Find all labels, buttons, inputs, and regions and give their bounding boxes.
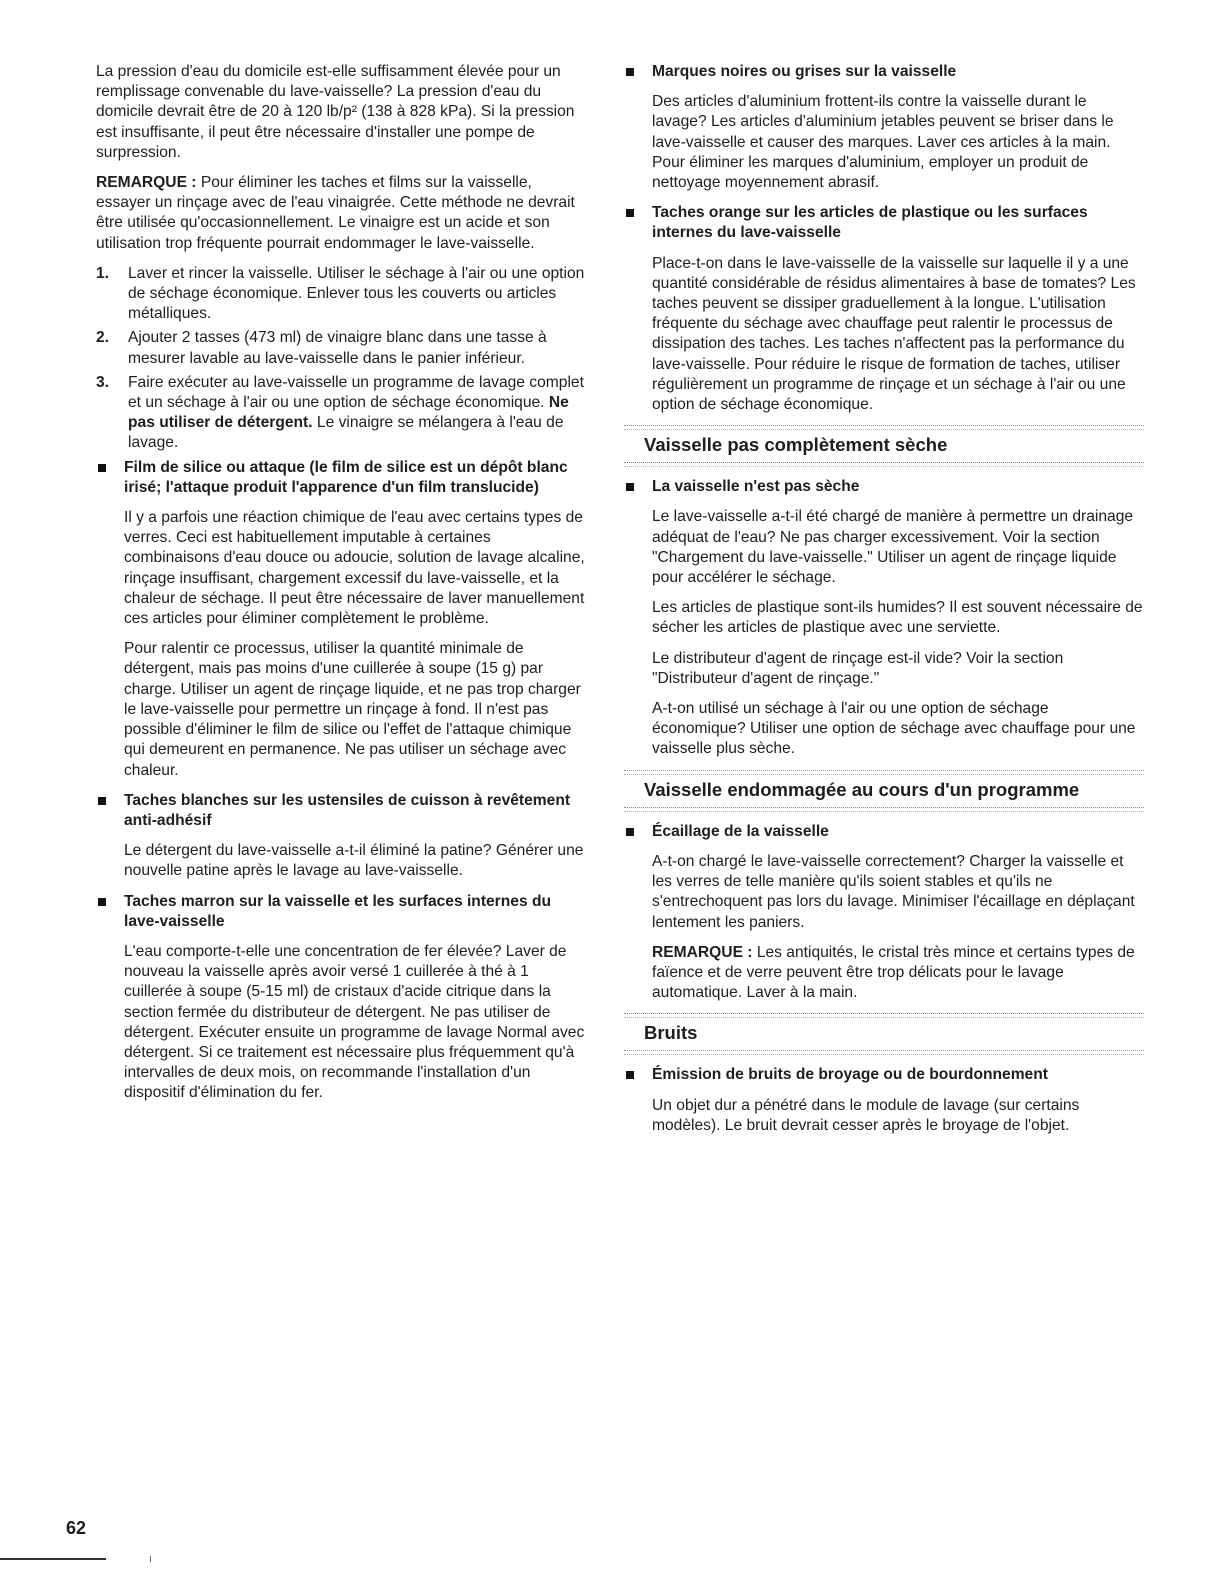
step-text: Laver et rincer la vaisselle. Utiliser le séchage à l'air ou une option de séchage économique. Enlever tous les couverts ou articles métalliques. bbox=[128, 264, 585, 323]
section-header-not-dry bbox=[624, 425, 1144, 467]
step-text: Ajouter 2 tasses (473 ml) de vinaigre blanc dans une tasse à mesurer lavable au lave-vaisselle dans le panier inférieur. bbox=[128, 329, 547, 367]
section-title: Bruits bbox=[644, 1022, 698, 1044]
bullet-square-icon bbox=[626, 68, 634, 76]
section-title: Vaisselle pas complètement sèche bbox=[644, 434, 948, 456]
note-text: Pour éliminer les taches et films sur la vaisselle, essayer un rinçage avec de l'eau vinaigrée. Cette méthode ne devrait être utilisée qu'occasionnellement. Le vinaigre est un acide et son utilisation trop fréquente pourrait endommager le lave-vaisselle. bbox=[96, 174, 575, 252]
bullet-heading-silica-film: Film de silice ou attaque (le film de silice est un dépôt blanc irisé; l'attaque produit l'apparence d'un film translucide) bbox=[96, 458, 588, 498]
brown-stains-paragraph: L'eau comporte-t-elle une concentration de fer élevée? Laver de nouveau la vaisselle après avoir versé 1 cuillerée à thé à 1 cuillerée à soupe (5-15 ml) de cristaux d'acide citrique dans la section fermée du distributeur de détergent. Ne pas utiliser de détergent. Exécuter ensuite un programme de lavage Normal avec détergent. Si ce traitement est nécessaire plus fréquemment qu'à intervalles de deux mois, on recommande l'installation d'un dispositif d'élimination du fer. bbox=[124, 942, 585, 1102]
orange-stains-paragraph: Place-t-on dans le lave-vaisselle de la vaisselle sur laquelle il y a une quantité considérable de résidus alimentaires à base de tomates? Les taches peuvent se dissiper graduellement à la longue. L'utilisation fréquente du séchage avec chauffage peut ralentir le processus de dissipation des taches. Les taches n'affectent pas la performance du lave-vaisselle. Pour réduire le risque de formation de taches, utiliser régulièrement un programme de rinçage et un séchage à l'air ou une option de séchage économique. bbox=[652, 254, 1136, 414]
bullet-square-icon bbox=[98, 797, 106, 805]
bullet-heading-orange-stains: Taches orange sur les articles de plastique ou les surfaces internes du lave-vaisselle bbox=[624, 203, 1144, 243]
intro-paragraph: La pression d'eau du domicile est-elle suffisamment élevée pour un remplissage convenable du lave-vaisselle? La pression d'eau du domicile devrait être de 20 à 120 lb/p² (138 à 828 kPa). Si la pression est insuffisante, il peut être nécessaire d'installer une pompe de surpression. bbox=[96, 63, 575, 161]
not-dry-paragraph-1: Le lave-vaisselle a-t-il été chargé de manière à permettre un drainage adéquat de l'eau? Ne pas charger excessivement. Voir la section "Chargement du lave-vaisselle." Utiliser un agent de rinçage liquide pour accélérer le séchage. bbox=[652, 508, 1134, 587]
bullet-heading-grinding-noise: Émission de bruits de broyage ou de bourdonnement bbox=[624, 1065, 1144, 1085]
right-column bbox=[624, 62, 1144, 1146]
chipping-paragraph: A-t-on chargé le lave-vaisselle correctement? Charger la vaisselle et les verres de telle manière qu'ils soient stables et qu'ils ne s'entrechoquent pas lors du lavage. Minimiser l'écaillage en déplaçant lentement les paniers. bbox=[652, 852, 1135, 931]
bullet-square-icon bbox=[626, 483, 634, 491]
note-text: Les antiquités, le cristal très mince et certains types de faïence et de verre peuvent être trop délicats pour le lavage automatique. Laver à la main. bbox=[652, 943, 1135, 1002]
page-number: 62 bbox=[66, 1518, 87, 1538]
step-number: 1. bbox=[96, 264, 110, 282]
bullet-square-icon bbox=[626, 1071, 634, 1079]
bullet-square-icon bbox=[98, 464, 106, 472]
left-column bbox=[96, 62, 588, 1114]
step-1 bbox=[96, 264, 588, 325]
step-text: Faire exécuter au lave-vaisselle un programme de lavage complet et un séchage à l'air ou une option de séchage économique. bbox=[128, 373, 584, 412]
step-bold-warning: Ne pas utiliser de détergent. bbox=[128, 394, 569, 432]
grinding-noise-paragraph: Un objet dur a pénétré dans le module de lavage (sur certains modèles). Le bruit devrait cesser après le broyage de l'objet. bbox=[652, 1096, 1080, 1134]
section-title: Vaisselle endommagée au cours d'un programme bbox=[644, 778, 1080, 800]
bullet-heading-black-marks: Marques noires ou grises sur la vaisselle bbox=[624, 62, 1144, 82]
bullet-heading-brown-stains: Taches marron sur la vaisselle et les surfaces internes du lave-vaisselle bbox=[96, 892, 588, 932]
black-marks-paragraph: Des articles d'aluminium frottent-ils contre la vaisselle durant le lavage? Les articles d'aluminium jetables peuvent se briser dans le lave-vaisselle et causer des marques. Laver ces articles à la main. Pour éliminer les marques d'aluminium, employer un produit de nettoyage moyennement abrasif. bbox=[652, 93, 1114, 192]
section-divider bbox=[624, 807, 1144, 812]
step-2 bbox=[96, 328, 588, 368]
not-dry-paragraph-2: Les articles de plastique sont-ils humides? Il est souvent nécessaire de sécher les articles de plastique avec une serviette. bbox=[652, 599, 1143, 637]
note-label: REMARQUE : bbox=[652, 943, 753, 961]
bullet-square-icon bbox=[98, 898, 106, 906]
step-text-end: Le vinaigre se mélangera à l'eau de lavage. bbox=[128, 414, 564, 452]
note-label: REMARQUE : bbox=[96, 174, 197, 192]
step-3 bbox=[96, 373, 588, 454]
silica-paragraph-2: Pour ralentir ce processus, utiliser la quantité minimale de détergent, mais pas moins d'une cuillerée à soupe (15 g) par charge. Utiliser un agent de rinçage liquide, et ne pas trop charger le lave-vaisselle pour permettre un rinçage à fond. Il n'est pas possible d'éliminer le film de silice ou l'effet de l'attaque chimique qui demeurent en permanence. Ne pas utiliser un séchage avec chaleur. bbox=[124, 640, 581, 779]
section-divider bbox=[624, 462, 1144, 467]
section-header-damaged bbox=[624, 770, 1144, 812]
step-number: 2. bbox=[96, 329, 110, 347]
vinegar-steps bbox=[96, 264, 588, 454]
not-dry-paragraph-3: Le distributeur d'agent de rinçage est-il vide? Voir la section "Distributeur d'agent de rinçage." bbox=[652, 649, 1064, 687]
chipping-note bbox=[624, 943, 1144, 1004]
silica-paragraph-1: Il y a parfois une réaction chimique de l'eau avec certains types de verres. Ceci est habituellement imputable à certaines combinaisons d'eau douce ou adoucie, solution de lavage alcaline, rinçage insuffisant, chargement excessif du lave-vaisselle, et la chaleur de séchage. Il peut être nécessaire de laver manuellement ces articles pour éliminer complètement le problème. bbox=[124, 509, 585, 628]
bullet-heading-white-spots: Taches blanches sur les ustensiles de cuisson à revêtement anti-adhésif bbox=[96, 791, 588, 831]
step-number: 3. bbox=[96, 373, 110, 391]
bullet-heading-chipping: Écaillage de la vaisselle bbox=[624, 822, 1144, 842]
section-divider bbox=[624, 1050, 1144, 1055]
bullet-square-icon bbox=[626, 828, 634, 836]
bullet-square-icon bbox=[626, 209, 634, 217]
note-paragraph bbox=[96, 173, 588, 254]
not-dry-paragraph-4: A-t-on utilisé un séchage à l'air ou une option de séchage économique? Utiliser une option de séchage avec chauffage pour une vaisselle plus sèche. bbox=[652, 700, 1136, 758]
footer-rule bbox=[0, 1558, 106, 1560]
footer-tick bbox=[150, 1556, 151, 1562]
bullet-heading-not-dry: La vaisselle n'est pas sèche bbox=[624, 477, 1144, 497]
section-header-noises bbox=[624, 1013, 1144, 1055]
white-spots-paragraph: Le détergent du lave-vaisselle a-t-il éliminé la patine? Générer une nouvelle patine après le lavage au lave-vaisselle. bbox=[124, 842, 584, 880]
